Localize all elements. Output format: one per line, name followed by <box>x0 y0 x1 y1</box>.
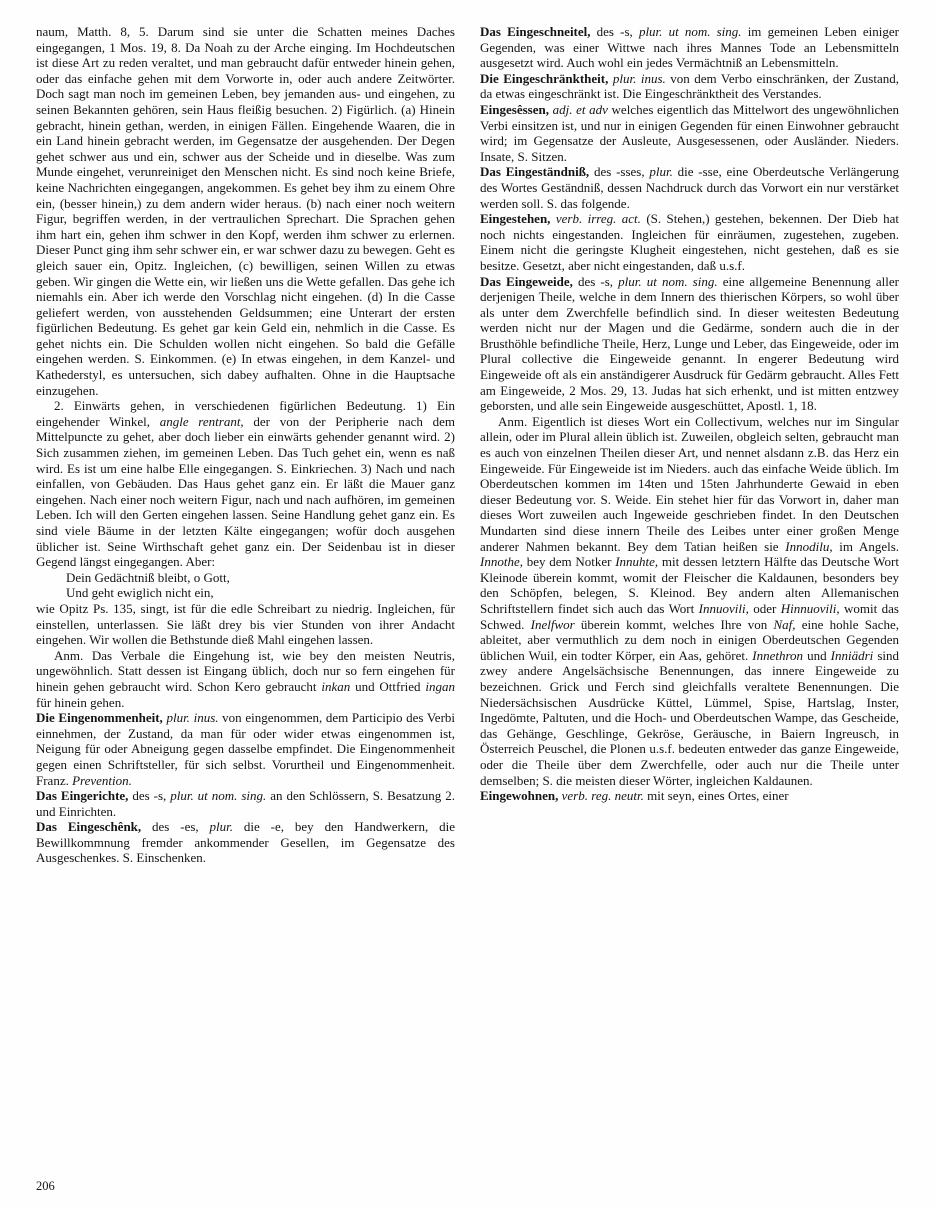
grammar-note: inkan <box>321 678 351 694</box>
entry-eingeschraenktheit <box>480 71 899 102</box>
grammar-note: ingan <box>425 678 455 694</box>
text-segment: überein kommt, welches Ihre von <box>574 616 774 632</box>
headword: Die Eingenommenheit, <box>36 710 163 726</box>
headword: Das Eingerichte, <box>36 788 129 804</box>
text-segment: im gemeinen Leben einiger Gegenden, was einer Wittwe nach ihres Mannes Tode an Lebensmitteln ausgesetzt wird. Auch wohl ein jedes Vermächtniß an Lebensmitteln. <box>480 24 899 71</box>
text-segment: mit seyn, eines Ortes, einer <box>643 788 789 804</box>
text-segment: Anm. Eigentlich ist dieses Wort ein Collectivum, welches nur im Singular allein, oder im Plural allein üblich ist. Zuweilen, obgleich selten, gebraucht man es auch von einzelnen Theilen dieser Art, und nennet alsdann z.B. das Herz ein Eingeweide. Für Eingeweide ist im Nieders. auch das einfache Weide üblich. Im Oberdeutschen kommen im 14ten und 15ten Jahrhunderte Gewaid in eben dieser Bedeutung vor. S. Weide. Ein stehet hier für das Vorwort in, daher man dieses Wort zuweilen auch Ingeweide geschrieben findet. In den Deutschen Mundarten sind diese innern Theile des Leibes unter einer großen Menge anderer Nahmen bekannt. Bey dem Tatian heißen sie <box>480 413 899 554</box>
text-segment: welches eigentlich das Mittelwort des ungewöhnlichen Verbi einsitzen ist, und nur in einigen Gegenden für einen Einwohner gebraucht wird; im Gegensatze der Ausleute, Ausgesessenen, oder Ausländer. Nieders. Insate, S. Sitzen. <box>480 101 900 164</box>
page-number: 206 <box>36 1179 55 1193</box>
text-segment: von eingenommen, dem Participio des Verbi einnehmen, der Zustand, da man für oder wider etwas eingenommen ist, Neigung für oder Abneigung gegen dasselbe empfindet. Die Eingenommenheit gegen einen Schriftsteller, für sich selbst. Vorurtheil und Eingenommenheit. Franz. <box>36 710 456 788</box>
text-segment: an den Schlössern, S. Besatzung 2. und Einrichten. <box>36 788 455 819</box>
anm-eingeweide <box>480 414 899 788</box>
headword: Das Eingeständniß, <box>480 164 590 180</box>
text-segment: sind zwey andere Angelsächsische Benennungen, das innere Eingeweide zu bezeichnen. Grick und Ferch sind gleichfalls veraltete Benennungen. Die Niedersächsischen Ausdrücke Küttel, Lümmel, Spise, Hartslag, Inster, Ingedömte, Paltuten, und die Hoch- und Oberdeutschen Wampe, das Gescheide, das Gehänge, Geschlinge, Gekröse, Geräusche, in Baiern Ingreusch, in Österreich Peuschel, die Plonen u.s.f. bedeuten entweder das ganze Eingeweide, oder die Theile über dem Zwerchfelle, oder auch nur die Theile unter demselben; S. die meisten dieser Wörter, ingleichen Kaldaunen. <box>480 647 900 788</box>
text-segment: Anm. Das Verbale die Eingehung ist, wie bey den meisten Neutris, ungewöhnlich. Statt dessen ist Eingang üblich, doch nur so fern eingehen für hinein gehen gebraucht wird. Schon Kero gebraucht <box>36 647 455 694</box>
grammar-note: Inniädri <box>830 647 874 663</box>
entry-eingeschneitel <box>480 24 899 71</box>
headword: Eingestehen, <box>480 211 551 227</box>
text-segment: bey dem Notker <box>522 554 616 570</box>
headword: Das Eingeweide, <box>480 273 573 289</box>
text-segment: für hinein gehen. <box>36 694 125 710</box>
text-segment: die -e, bey den Handwerkern, die Bewillkommnung fremder ankommender Gesellen, im Gegensatze des Ausgeschenkes. S. Einschenken. <box>36 819 455 866</box>
grammar-note: plur. inus. <box>166 710 219 726</box>
headword: Eingewohnen, <box>480 788 559 804</box>
text-segment: womit das Schwed. <box>480 600 899 632</box>
headword: Die Eingeschränktheit, <box>480 70 609 86</box>
headword: Das Eingeschênk, <box>36 819 142 835</box>
grammar-note: Prevention. <box>72 772 132 788</box>
text-segment: Und geht ewiglich nicht ein, <box>66 585 214 601</box>
text-segment: (S. Stehen,) gestehen, bekennen. Der Dieb hat noch nichts eingestanden. Ingleichen für einräumen, zugestehen, zugeben. Einem nicht die geringste Klugheit eingestehen, nicht gestehen, daß es sie besitze. Gesetzt, aber nicht eingestanden, daß u.s.f. <box>480 211 900 273</box>
entry-eingenommenheit <box>36 710 455 788</box>
entry-eingestehen <box>480 211 899 273</box>
grammar-note: Innuovili, <box>698 600 749 616</box>
entry-eingestaendniss <box>480 164 899 211</box>
grammar-note: Inelfwor <box>530 616 575 632</box>
entry-eingerichte <box>36 788 455 819</box>
text-segment: Dein Gedächtniß bleibt, o Gott, <box>66 569 230 585</box>
headword: Das Eingeschneitel, <box>480 24 591 39</box>
text-segment: eine allgemeine Benennung aller derjenigen Theile, welche in dem Innern des thierischen Körpers, so wohl über als unter dem Zwerchfelle befindlich sind. In dieser weitesten Bedeutung werden nicht nur der Magen und die Gedärme, sondern auch die in der Brusthöhle befindliche Theile, Herz, Lunge und Leber, das Eingeweide, oder im Plural collective die Eingeweide genannt. In engerer Bedeutung wird Eingeweide oft als ein anständigerer Ausdruck für Gedärm gebraucht. Alles Fett am Eingeweide, 2 Mos. 29, 13. Judas hat sich erhenkt, und ist mitten entzwey geborsten, und alle sein Eingeweide ausgeschüttet, Apostl. 1, 18. <box>480 273 900 414</box>
grammar-note: adj. et adv <box>552 101 608 117</box>
left-column <box>36 24 455 866</box>
continuation-after-verse <box>36 601 455 648</box>
verse-line-2 <box>36 585 455 601</box>
grammar-note: verb. irreg. act. <box>555 211 641 227</box>
entry-eingesessen <box>480 102 899 164</box>
grammar-note: Innodilu, <box>785 538 833 554</box>
entry-eingewohnen <box>480 788 899 804</box>
text-segment: des -s, <box>590 24 639 39</box>
text-segment: des -s, <box>572 273 619 289</box>
text-segment: und <box>803 647 831 663</box>
anm-eingehung <box>36 648 455 710</box>
entry-eingeschenk <box>36 819 455 866</box>
text-segment: der von der Peripherie nach dem Mittelpuncte zu gehet, aber doch lieber ein einwärts gehender genannt wird. 2) Sich zusammen ziehen, im gemeinen Leben. Das Tuch gehet ein, wenn es naß wird. Es ist um eine halbe Elle eingegangen. S. Einkriechen. 3) Nach und nach einfallen, von Gebäuden. Das Haus gehet ganz ein. Er läßt die Mauer ganz eingehen. Nach einer noch weitern Figur, nach und nach aufhören, im gemeinen Leben. Ich will den Gerten eingehen lassen. Seine Handlung gehet ganz ein. Es sind viele Bäume in der letzten Kälte eingegangen; wofür doch ausgehen üblicher ist. Seine Wirthschaft gehet ganz ein. Der Seidenbau ist in dieser Gegend längst eingegangen. Aber: <box>36 413 456 570</box>
grammar-note: verb. reg. neutr. <box>561 788 644 804</box>
grammar-note: plur. <box>649 164 673 180</box>
text-segment: des -es, <box>141 819 210 835</box>
text-segment: im Angels. <box>832 538 900 554</box>
grammar-note: angle rentrant, <box>159 413 244 429</box>
right-column <box>480 24 899 866</box>
continuation-eingehen <box>36 24 455 398</box>
text-segment: von dem Verbo einschränken, der Zustand, da etwas eingeschränkt ist. Die Eingeschränktheit des Verstandes. <box>480 70 899 102</box>
text-segment: oder <box>748 600 781 616</box>
text-segment: naum, Matth. 8, 5. Darum sind sie unter die Schatten meines Daches eingegangen, 1 Mos. 19, 8. Da Noah zu der Arche einging. Im Hochdeutschen ist diese Art zu reden veraltet, und man gebraucht dafür entweder hinein gehen, oder das einfache gehen mit dem Vorworte in, oder auch andere Zeitwörter. Doch sagt man noch im gemeinen Leben, bey jemanden aus- und eingehen, zu seinen Bekannten gehören, sein Haus fleißig besuchen. 2) Figürlich. (a) Hinein gebracht, hinein gethan, werden, in einigen Fällen. Eingehende Waaren, die in ein Land hinein gebracht werden, im Gegensatze der ausgehenden. Der Degen gehet schwer aus und ein, schwer aus der Scheide und in dieselbe. Was zum Munde eingehet, verunreiniget den Menschen nicht. Es sind noch keine Briefe, keine Nachrichten eingegangen, angekommen. Es gehet bey ihm zu einem Ohre ein, (besser hinein,) zu dem andern wider heraus. (b) nach einer noch weitern Figur, begriffen werden, in der vertraulichen Sprechart. Die Sprachen gehen ihm hart ein, gehen ihm schwer in den Kopf, werden ihm schwer zu erlernen. Dieser Punct ging ihm sehr schwer ein, er war schwer dazu zu bewegen. Geht es gleich sauer ein, Opitz. Ingleichen, (c) bewilligen, seinen Willen zu etwas geben. Wir gingen die Wette ein, wir ließen uns die Wette gefallen. Das gehe ich niemahls ein. Aber ich werde den Vorschlag nicht eingehen. (d) In die Casse geliefert werden, von ausstehenden Geldsummen; eine Unterart der ersten figürlichen Bedeutung. Es gehet gar kein Geld ein, nehmlich in die Casse. Es gehet nichts ein. Die Schulden wollen nicht eingehen. So bald die Gefälle eingehen werden. S. Einkommen. (e) In etwas eingehen, in dem Kanzel- und Kathederstyl, es untersuchen, sich dabey aufhalten. Ohne in die Hauptsache einzugehen. <box>36 24 455 398</box>
grammar-note: Innothe, <box>480 554 523 570</box>
eingehen-sense-2 <box>36 398 455 570</box>
text-segment: 2. Einwärts gehen, in verschiedenen figürlichen Bedeutung. 1) Ein eingehender Winkel, <box>36 398 455 429</box>
text-segment: und Ottfried <box>350 678 426 694</box>
grammar-note: plur. ut nom. sing. <box>638 24 742 39</box>
grammar-note: Naf, <box>773 616 796 632</box>
grammar-note: plur. <box>209 819 234 835</box>
entry-eingeweide <box>480 274 899 414</box>
grammar-note: plur. ut nom. sing. <box>618 273 718 289</box>
text-segment: wie Opitz Ps. 135, singt, ist für die edle Schreibart zu niedrig. Ingleichen, für einstellen, unterlassen. Sie läßt drey bis vier Stunden von ihrer Andacht eingehen. Wir wollen die Bethstunde dieß Mahl eingehen lassen. <box>36 600 455 648</box>
verse-line-1 <box>36 570 455 586</box>
text-segment: die -sse, eine Oberdeutsche Verlängerung des Wortes Geständniß, dessen Nachdruck durch das Vorwort ein nur verstärket werden soll. S. das folgende. <box>480 164 900 211</box>
grammar-note: Hinnuovili, <box>780 600 840 616</box>
grammar-note: Innuhte, <box>615 554 659 570</box>
grammar-note: plur. inus. <box>612 70 666 86</box>
grammar-note: plur. ut nom. sing. <box>170 788 267 804</box>
text-segment: eine hohle Sache, ableitet, aber vermuthlich zu dem noch in einigen Oberdeutschen Gegenden üblichen Wuil, ein todter Körper, ein Aas, gehöret. <box>480 616 899 663</box>
headword: Eingesêssen, <box>480 101 549 117</box>
grammar-note: Innethron <box>752 647 804 663</box>
text-segment: des -sses, <box>589 164 650 180</box>
text-segment: des -s, <box>128 788 171 804</box>
text-segment: mit dessen letztern Hälfte das Deutsche Wort Kleinode überein kommt, womit der Fleischer die Kaldaunen, besonders bey den Schöpfen, belegen, S. Kleinod. Bey andern alten Allemanischen Schriftstellern findet sich auch das Wort <box>480 554 899 616</box>
